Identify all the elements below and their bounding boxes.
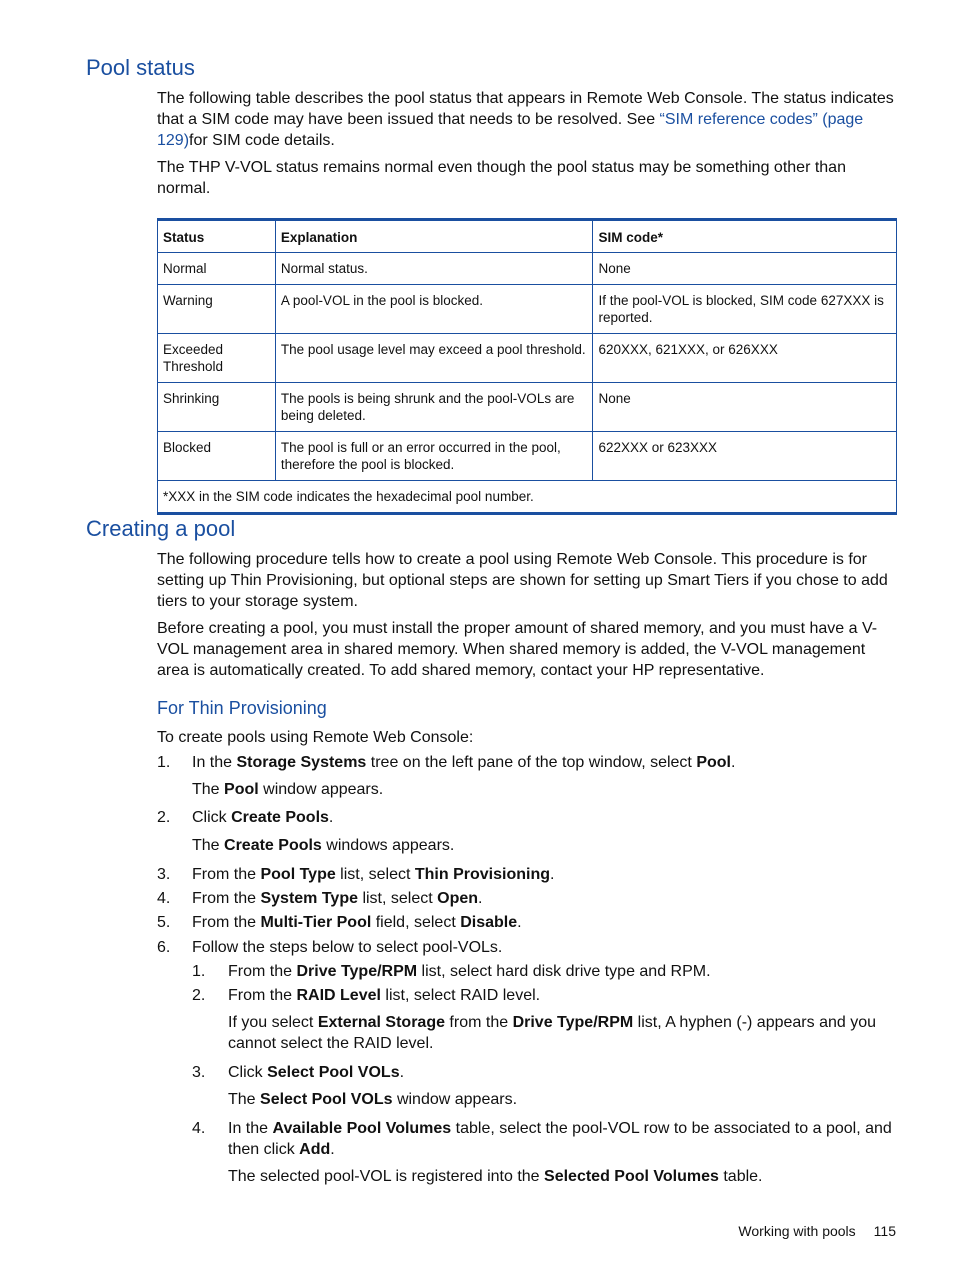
pool-status-heading: Pool status	[86, 55, 195, 80]
step-4	[192, 888, 482, 909]
ui-term: Select Pool VOLs	[260, 1091, 393, 1108]
step-6-number: 6.	[157, 939, 171, 956]
ui-term: Thin Provisioning	[414, 866, 550, 883]
substep-4-number: 4.	[192, 1120, 206, 1137]
substep-3-result	[228, 1089, 517, 1110]
ui-term: Storage Systems	[236, 754, 367, 771]
step-text: .	[478, 890, 483, 907]
substep-2-note	[228, 1012, 897, 1054]
step-1-number: 1.	[157, 754, 171, 771]
step-2	[192, 807, 333, 828]
shared-memory-note: Before creating a pool, you must install the proper amount of shared memory, and you must have a V-VOL management area in shared memory. When shared memory is added, the V-VOL management area is automatically created. To add shared memory, contact your HP representative.	[157, 620, 878, 679]
pool-status-table	[157, 218, 897, 515]
page-footer	[700, 1223, 896, 1239]
substep-2	[228, 985, 540, 1006]
step-text: from the	[444, 1014, 513, 1031]
cell-explanation: The pools is being shrunk and the pool-VOLs are being deleted.	[275, 383, 593, 432]
step-text: From the	[192, 914, 261, 931]
substep-3-number: 3.	[192, 1064, 206, 1081]
step-text: In the	[192, 754, 237, 771]
step-text: tree on the left pane of the top window, select	[366, 754, 697, 771]
cell-status: Shrinking	[158, 383, 276, 432]
step-1-result	[192, 779, 383, 800]
header-explanation: Explanation	[275, 220, 593, 253]
step-text: .	[330, 1141, 335, 1158]
substep-1-number: 1.	[192, 963, 206, 980]
step-text: list, select	[335, 866, 415, 883]
step-5	[192, 912, 522, 933]
step-text: The	[192, 837, 225, 854]
intro-text: The following table describes the pool status that appears in Remote Web Console. The status indicates that a SIM code may have been issued that needs to be resolved. See	[157, 90, 894, 128]
cell-explanation: Normal status.	[275, 253, 593, 285]
ui-term: Drive Type/RPM	[512, 1014, 634, 1031]
step-4-number: 4.	[157, 890, 171, 907]
cell-sim-code: None	[593, 383, 897, 432]
header-sim-code: SIM code*	[593, 220, 897, 253]
substep-1	[228, 961, 711, 982]
ui-term: External Storage	[317, 1014, 445, 1031]
page-number: 115	[873, 1223, 896, 1239]
ui-term: Pool	[224, 781, 259, 798]
step-text: table, select the pool-VOL row to be associated to a pool, and then click	[228, 1120, 892, 1158]
ui-term: Pool	[696, 754, 731, 771]
step-5-number: 5.	[157, 914, 171, 931]
step-2-number: 2.	[157, 809, 171, 826]
step-text: .	[517, 914, 522, 931]
cell-status: Warning	[158, 285, 276, 334]
step-text: From the	[192, 866, 261, 883]
step-text: list, A hyphen (-) appears and you cannot select the RAID level.	[228, 1014, 876, 1052]
step-text: list, select RAID level.	[380, 987, 541, 1004]
cell-explanation: The pool is full or an error occurred in the pool, therefore the pool is blocked.	[275, 432, 593, 481]
ui-term: Select Pool VOLs	[267, 1064, 400, 1081]
ui-term: Selected Pool Volumes	[544, 1168, 719, 1185]
procedure-intro: To create pools using Remote Web Console:	[157, 729, 474, 746]
step-text: list, select hard disk drive type and RPM.	[417, 963, 711, 980]
ui-term: System Type	[260, 890, 358, 907]
substep-4-result	[228, 1166, 763, 1187]
thin-provisioning-heading: For Thin Provisioning	[157, 698, 327, 718]
ui-term: Available Pool Volumes	[272, 1120, 452, 1137]
step-text: field, select	[371, 914, 461, 931]
ui-term: Drive Type/RPM	[296, 963, 418, 980]
step-text: Click	[192, 809, 232, 826]
ui-term: Add	[299, 1141, 331, 1158]
step-1	[192, 752, 897, 773]
step-text: The	[192, 781, 225, 798]
thp-vvol-note: The THP V-VOL status remains normal even though the pool status may be something other than normal.	[157, 159, 846, 197]
cell-sim-code: 620XXX, 621XXX, or 626XXX	[593, 334, 897, 383]
table-row	[158, 383, 897, 432]
intro-text-end: for SIM code details.	[189, 132, 335, 149]
step-text: From the	[228, 987, 297, 1004]
step-text: From the	[228, 963, 297, 980]
ui-term: Multi-Tier Pool	[260, 914, 372, 931]
table-footnote: *XXX in the SIM code indicates the hexadecimal pool number.	[158, 481, 897, 514]
cell-status: Blocked	[158, 432, 276, 481]
cell-status: Normal	[158, 253, 276, 285]
cell-sim-code: None	[593, 253, 897, 285]
cell-sim-code: 622XXX or 623XXX	[593, 432, 897, 481]
ui-term: Disable	[460, 914, 518, 931]
cell-explanation: A pool-VOL in the pool is blocked.	[275, 285, 593, 334]
table-footnote-row	[158, 481, 897, 514]
step-text: table.	[718, 1168, 763, 1185]
ui-term: Create Pools	[231, 809, 329, 826]
table-row	[158, 334, 897, 383]
step-6: Follow the steps below to select pool-VOLs.	[192, 939, 503, 956]
step-text: windows appears.	[321, 837, 455, 854]
creating-pool-heading: Creating a pool	[86, 516, 236, 541]
substep-3	[228, 1062, 404, 1083]
step-3-number: 3.	[157, 866, 171, 883]
step-text: From the	[192, 890, 261, 907]
step-text: list, select	[358, 890, 438, 907]
step-2-result	[192, 835, 454, 856]
step-text: The	[228, 1091, 261, 1108]
ui-term: Create Pools	[224, 837, 322, 854]
table-row	[158, 253, 897, 285]
table-row	[158, 432, 897, 481]
step-text: .	[731, 754, 736, 771]
substep-4	[228, 1118, 897, 1160]
ui-term: Open	[437, 890, 479, 907]
cell-status: Exceeded Threshold	[158, 334, 276, 383]
sim-reference-link[interactable]: “SIM reference codes” (page 129)	[157, 111, 864, 149]
step-text: .	[549, 866, 555, 883]
step-text: .	[328, 809, 334, 826]
substep-2-number: 2.	[192, 987, 206, 1004]
cell-explanation: The pool usage level may exceed a pool threshold.	[275, 334, 593, 383]
step-3	[192, 864, 554, 885]
table-header-row	[158, 220, 897, 253]
pool-status-intro	[157, 88, 897, 151]
header-status: Status	[158, 220, 276, 253]
creating-pool-intro: The following procedure tells how to create a pool using Remote Web Console. This procedure is for setting up Thin Provisioning, but optional steps are shown for setting up Smart Tiers if you chose to add tiers to your storage system.	[157, 551, 888, 610]
step-text: .	[399, 1064, 405, 1081]
step-text: window appears.	[258, 781, 384, 798]
table-row	[158, 285, 897, 334]
step-text: In the	[228, 1120, 273, 1137]
footer-section: Working with pools	[738, 1223, 856, 1239]
step-text: If you select	[228, 1014, 318, 1031]
ui-term: Pool Type	[260, 866, 336, 883]
ui-term: RAID Level	[296, 987, 381, 1004]
cell-sim-code: If the pool-VOL is blocked, SIM code 627XXX is reported.	[593, 285, 897, 334]
step-text: Click	[228, 1064, 268, 1081]
step-text: window appears.	[392, 1091, 518, 1108]
step-text: The selected pool-VOL is registered into the	[228, 1168, 545, 1185]
